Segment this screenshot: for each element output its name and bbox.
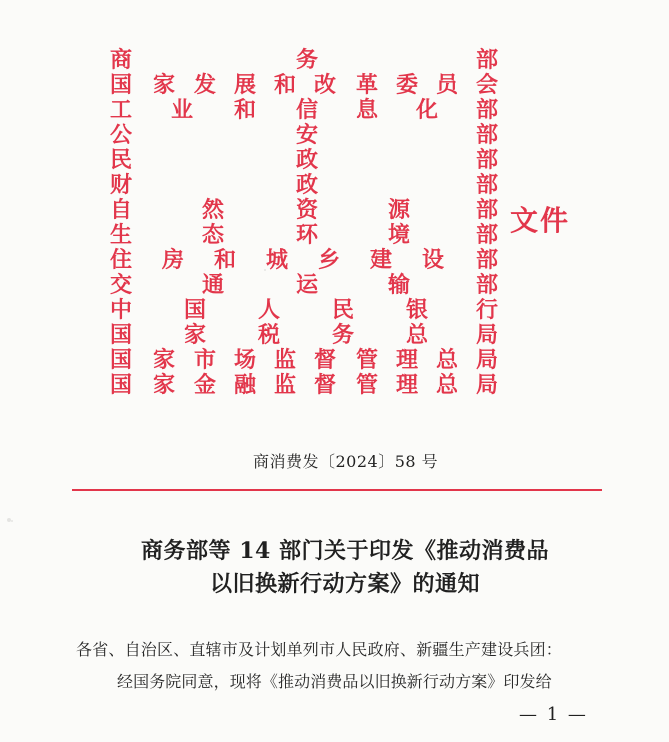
agency-character: 国 [183,297,206,323]
agency-character: 家 [152,372,175,398]
agency-character: 运 [295,272,318,298]
agency-character: 会 [475,72,498,98]
agency-character: 发 [193,72,216,98]
agency-row [108,223,500,247]
agency-character: 建 [369,247,392,273]
red-header [108,48,608,400]
agency-row [108,123,500,147]
agency-character: 和 [213,247,236,273]
agency-character: 家 [152,347,175,373]
agency-row [108,173,500,197]
agency-character: 总 [435,347,458,373]
agency-character: 金 [193,372,216,398]
agency-character: 民 [331,297,354,323]
agency-character: 自 [109,197,132,223]
agency-character: 公 [109,122,132,148]
agency-row [108,273,500,297]
agency-character: 国 [109,72,132,98]
agency-character: 和 [273,72,296,98]
agency-character: 民 [109,147,132,173]
agency-character: 住 [109,247,132,273]
agency-character: 部 [475,122,498,148]
agency-character: 展 [233,72,256,98]
agency-character: 总 [405,322,428,348]
agency-character: 理 [395,372,418,398]
agency-character: 总 [435,372,458,398]
agency-character: 态 [201,222,224,248]
agency-character: 人 [257,297,280,323]
scan-speck [264,269,266,271]
agency-character: 交 [109,272,132,298]
agency-character: 督 [313,347,336,373]
agency-row [108,198,500,222]
agency-character: 税 [257,322,280,348]
agency-character: 设 [421,247,444,273]
agency-character: 资 [295,197,318,223]
red-separator-line [72,489,602,491]
agency-character: 息 [355,97,378,123]
agency-character: 化 [415,97,438,123]
agency-character: 务 [331,322,354,348]
agency-character: 输 [387,272,410,298]
agency-character: 部 [475,197,498,223]
agency-character: 信 [295,97,318,123]
agency-character: 工 [109,97,132,123]
scan-speck [11,520,13,522]
agency-character: 局 [475,347,498,373]
agency-character: 通 [201,272,224,298]
agency-character: 部 [475,272,498,298]
agency-row [108,248,500,272]
agency-character: 境 [387,222,410,248]
agency-character: 监 [273,347,296,373]
agency-character: 环 [295,222,318,248]
agency-character: 部 [475,247,498,273]
document-number: 商消费发〔2024〕58 号 [253,452,439,471]
agency-character: 政 [295,147,318,173]
agency-row [108,48,500,72]
agency-character: 生 [109,222,132,248]
document-body-line: 经国务院同意，现将《推动消费品以旧换新行动方案》印发给 [117,672,552,691]
agency-character: 市 [193,347,216,373]
agency-character: 局 [475,372,498,398]
agency-character: 务 [295,47,318,73]
agency-row [108,323,500,347]
agency-character: 部 [475,47,498,73]
agency-character: 场 [233,347,256,373]
agency-character: 乡 [317,247,340,273]
agency-character: 和 [233,97,256,123]
agency-row [108,148,500,172]
document-title-line-2: 以旧换新行动方案》的通知 [209,571,480,597]
agency-character: 督 [313,372,336,398]
agency-character: 监 [273,372,296,398]
agency-character: 财 [109,172,132,198]
agency-character: 银 [405,297,428,323]
agency-character: 源 [387,197,410,223]
agency-row [108,373,500,397]
agency-character: 城 [265,247,288,273]
agency-character: 国 [109,372,132,398]
agency-character: 然 [201,197,224,223]
agency-row [108,298,500,322]
agency-character: 管 [355,347,378,373]
agency-character: 局 [475,322,498,348]
agency-character: 家 [152,72,175,98]
agency-character: 业 [170,97,193,123]
document-type-label: 文件 [510,204,571,237]
agency-character: 房 [161,247,184,273]
page-number: — 1 — [519,704,588,725]
agency-character: 员 [435,72,458,98]
agency-row [108,348,500,372]
agency-character: 行 [475,297,498,323]
agency-character: 革 [355,72,378,98]
agency-character: 中 [109,297,132,323]
agency-character: 国 [109,347,132,373]
agency-character: 家 [183,322,206,348]
agency-character: 委 [395,72,418,98]
agency-row [108,98,500,122]
agency-character: 政 [295,172,318,198]
agency-character: 管 [355,372,378,398]
agency-character: 部 [475,147,498,173]
agency-character: 安 [295,122,318,148]
agency-character: 改 [313,72,336,98]
agency-character: 融 [233,372,256,398]
document-title-line-1: 商务部等 14 部门关于印发《推动消费品 [141,538,549,564]
document-addressee: 各省、自治区、直辖市及计划单列市人民政府、新疆生产建设兵团： [76,640,563,659]
agency-character: 部 [475,97,498,123]
agency-character: 商 [109,47,132,73]
agency-character: 国 [109,322,132,348]
agency-character: 理 [395,347,418,373]
agency-character: 部 [475,222,498,248]
agency-character: 部 [475,172,498,198]
agency-row [108,73,500,97]
